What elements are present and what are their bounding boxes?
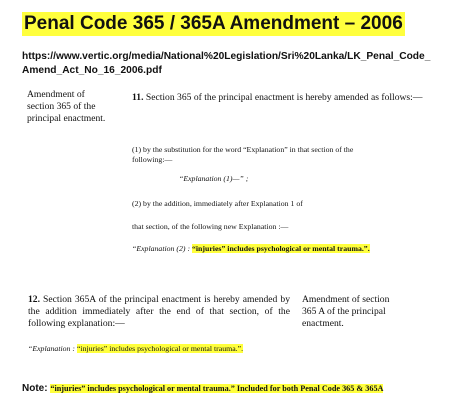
section-12-explanation-text: “injuries” includes psychological or mental trauma.”. <box>76 344 244 353</box>
section-11-item-2: (2) by the addition, immediately after Explanation 1 of <box>132 199 303 208</box>
section-12-text <box>28 294 290 330</box>
explanation-2-label: “Explanation (2) : <box>132 244 192 253</box>
section-11-explanation-1: “Explanation (1)—” ; <box>179 174 249 183</box>
section-11-intro-text: Section 365 of the principal enactment is hereby amended as follows:— <box>145 92 423 103</box>
section-12-body: Section 365A of the principal enactment is hereby amended by the addition immediately after the end of that section, of the following explanation:— <box>28 294 290 329</box>
explanation-2-text: “injuries” includes psychological or mental trauma.”. <box>191 244 370 253</box>
section-12-number: 12. <box>28 294 40 305</box>
source-url: https://www.vertic.org/media/National%20Legislation/Sri%20Lanka/LK_Penal_Code_Amend_Act_No_16_2006.pdf <box>22 51 431 76</box>
section-11-number: 11. <box>132 92 144 103</box>
section-11-item-2-continued: that section, of the following new Explanation :— <box>132 222 289 231</box>
section-11-explanation-2 <box>132 244 370 254</box>
section-11-intro <box>132 92 428 104</box>
section-12-explanation-label: “Explanation : <box>28 344 77 353</box>
section-12-margin-note: Amendment of section 365 A of the principal enactment. <box>302 294 390 329</box>
note-text: “injuries” includes psychological or mental trauma.” Included for both Penal Code 365 & 365A <box>50 384 384 393</box>
note-line <box>22 378 383 396</box>
section-12-explanation <box>28 344 243 354</box>
document-title: Penal Code 365 / 365A Amendment – 2006 <box>24 13 403 34</box>
section-11-item-1: (1) by the substitution for the word “Explanation” in that section of the following:— <box>132 145 354 164</box>
section-11-margin-note: Amendment of section 365 of the principal enactment. <box>27 89 106 124</box>
note-label: Note: <box>22 383 51 394</box>
